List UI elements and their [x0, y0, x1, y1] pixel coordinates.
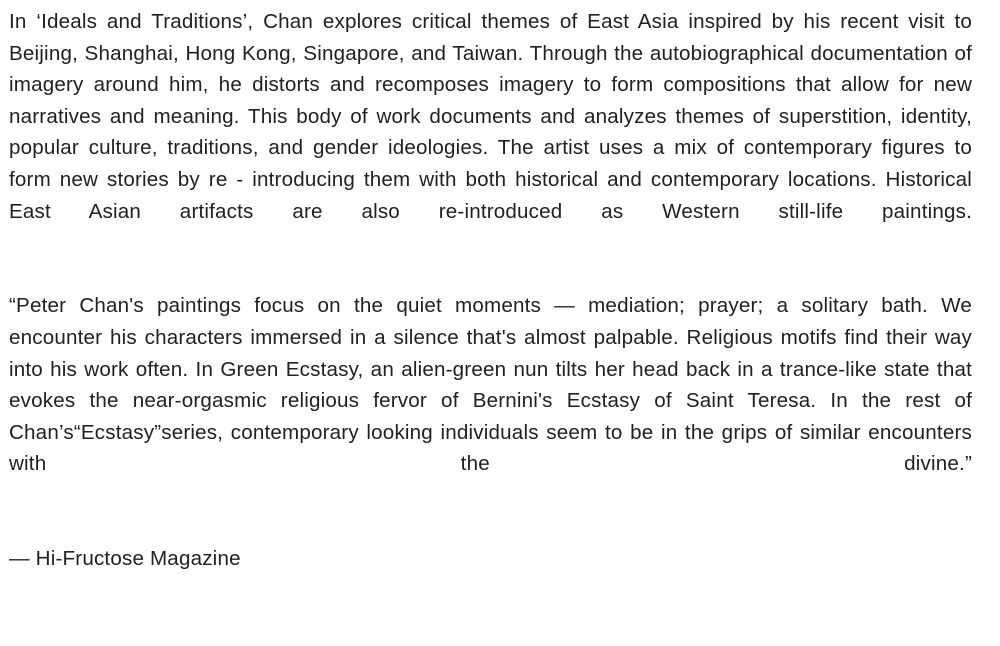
attribution-line: — Hi-Fructose Magazine [9, 547, 241, 571]
paragraph-press-quote: “Peter Chan's paintings focus on the quiet moments — mediation; prayer; a solitary bath. We encounter his characters immersed in a silence that's almost palpable. Religious motifs find their way into his work often. In Green Ecstasy, an alien-green nun tilts her head back in a trance-like state that evokes the near-orgasmic religious fervor of Bernini's Ecstasy of Saint Teresa. In the rest of Chan’s“Ecstasy”series, contemporary looking individuals seem to be in the grips of similar encounters with the divine.” [9, 294, 972, 476]
paragraph-artist-statement: In ‘Ideals and Traditions’, Chan explores critical themes of East Asia inspired by his recent visit to Beijing, Shanghai, Hong Kong, Singapore, and Taiwan. Through the autobiographical documentation of imagery around him, he distorts and recomposes imagery to form compositions that allow for new narratives and meaning. This body of work documents and analyzes themes of superstition, identity, popular culture, traditions, and gender ideologies. The artist uses a mix of contemporary figures to form new stories by re - introducing them with both historical and contemporary locations. Historical East Asian artifacts are also re-introduced as Western still-life paintings. [9, 10, 972, 223]
